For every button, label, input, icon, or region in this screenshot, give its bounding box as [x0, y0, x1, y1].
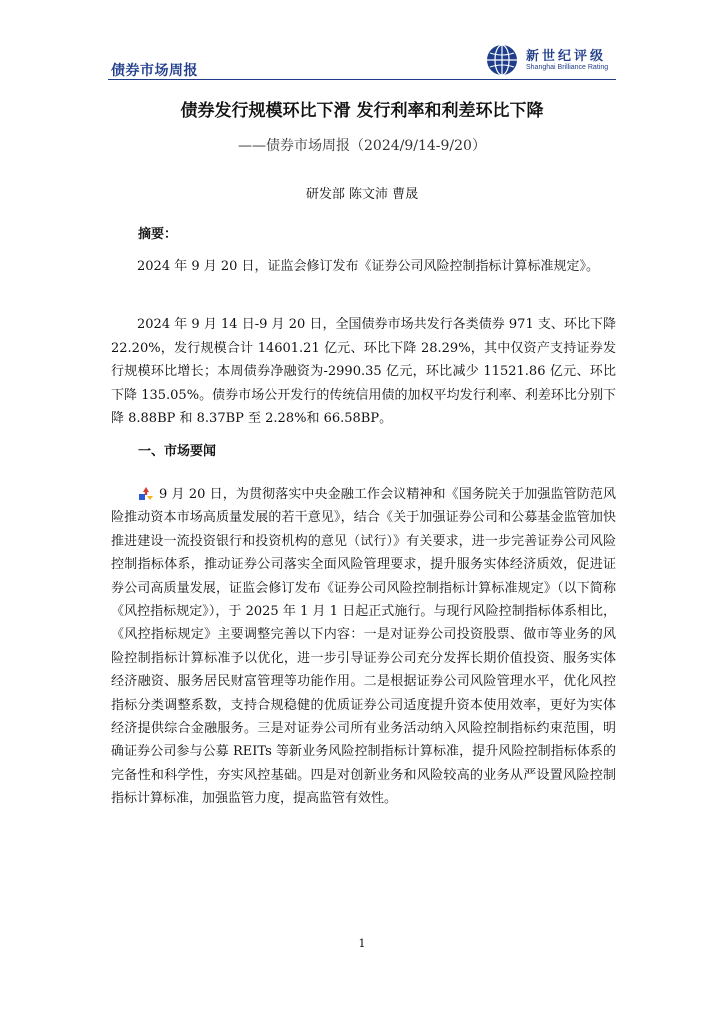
page-number: 1 — [358, 937, 366, 950]
document-title: 债券发行规模环比下滑 发行利率和利差环比下降 — [180, 101, 544, 121]
section-heading-market-news: 一、市场要闻 — [138, 444, 217, 459]
brand-logo — [486, 44, 616, 78]
bullet-arrow-icon — [139, 487, 153, 500]
logo-chinese-name: 新世纪评级 — [526, 49, 607, 64]
abstract-paragraph-2: 2024 年 9 月 14 日-9 月 20 日，全国债券市场共发行各类债券 971 支、环比下降 22.20%，发行规模合计 14601.21 亿元、环比下降 28.29%，其中仅资产支持证券发行规模环比增长；本周债券净融资为-2990.35 亿元，环比减少 11521.86 亿元、环比下降 135.05%。债券市场公开发行的传统信用债的加权平均发行利率、利差环比分别下降 8.88BP 和 8.37BP 至 2.28%和 66.58BP。 — [111, 317, 616, 426]
news-paragraph — [111, 483, 616, 811]
abstract-paragraph-1: 2024 年 9 月 20 日，证监会修订发布《证券公司风险控制指标计算标准规定》。 — [137, 259, 600, 274]
authors-line: 研发部 陈文沛 曹晟 — [305, 187, 419, 202]
header-divider — [108, 79, 616, 80]
report-series-name: 债券市场周报 — [111, 63, 198, 79]
abstract-label: 摘要： — [138, 227, 178, 242]
news-text: 9 月 20 日，为贯彻落实中央金融工作会议精神和《国务院关于加强监管防范风险推动资本市场高质量发展的若干意见》，结合《关于加强证券公司和公募基金监管加快推进建设一流投资银行和投资机构的意见（试行）》有关要求，进一步完善证券公司风险控制指标体系，推动证券公司落实全面风险管理要求，提升服务实体经济质效，促进证券公司高质量发展，证监会修订发布《证券公司风险控制指标计算标准规定》（以下简称《风控指标规定》），于 2025 年 1 月 1 日起正式施行。与现行风险控制指标体系相比，《风控指标规定》主要调整完善以下内容：一是对证券公司投资股票、做市等业务的风险控制指标计算标准予以优化，进一步引导证券公司充分发挥长期价值投资、服务实体经济融资、服务居民财富管理等功能作用。二是根据证券公司风险管理水平，优化风控指标分类调整系数，支持合规稳健的优质证券公司适度提升资本使用效率，更好为实体经济提供综合金融服务。三是对证券公司所有业务活动纳入风险控制指标约束范围，明确证券公司参与公募 REITs 等新业务风险控制指标计算标准，提升风险控制指标体系的完备性和科学性，夯实风控基础。四是对创新业务和风险较高的业务从严设置风险控制指标计算标准，加强监管力度，提高监管有效性。 — [111, 487, 616, 807]
document-subtitle: ——债券市场周报（2024/9/14-9/20） — [238, 138, 486, 154]
logo-english-name: Shanghai Brilliance Rating — [526, 64, 609, 71]
globe-logo-icon — [486, 44, 518, 76]
